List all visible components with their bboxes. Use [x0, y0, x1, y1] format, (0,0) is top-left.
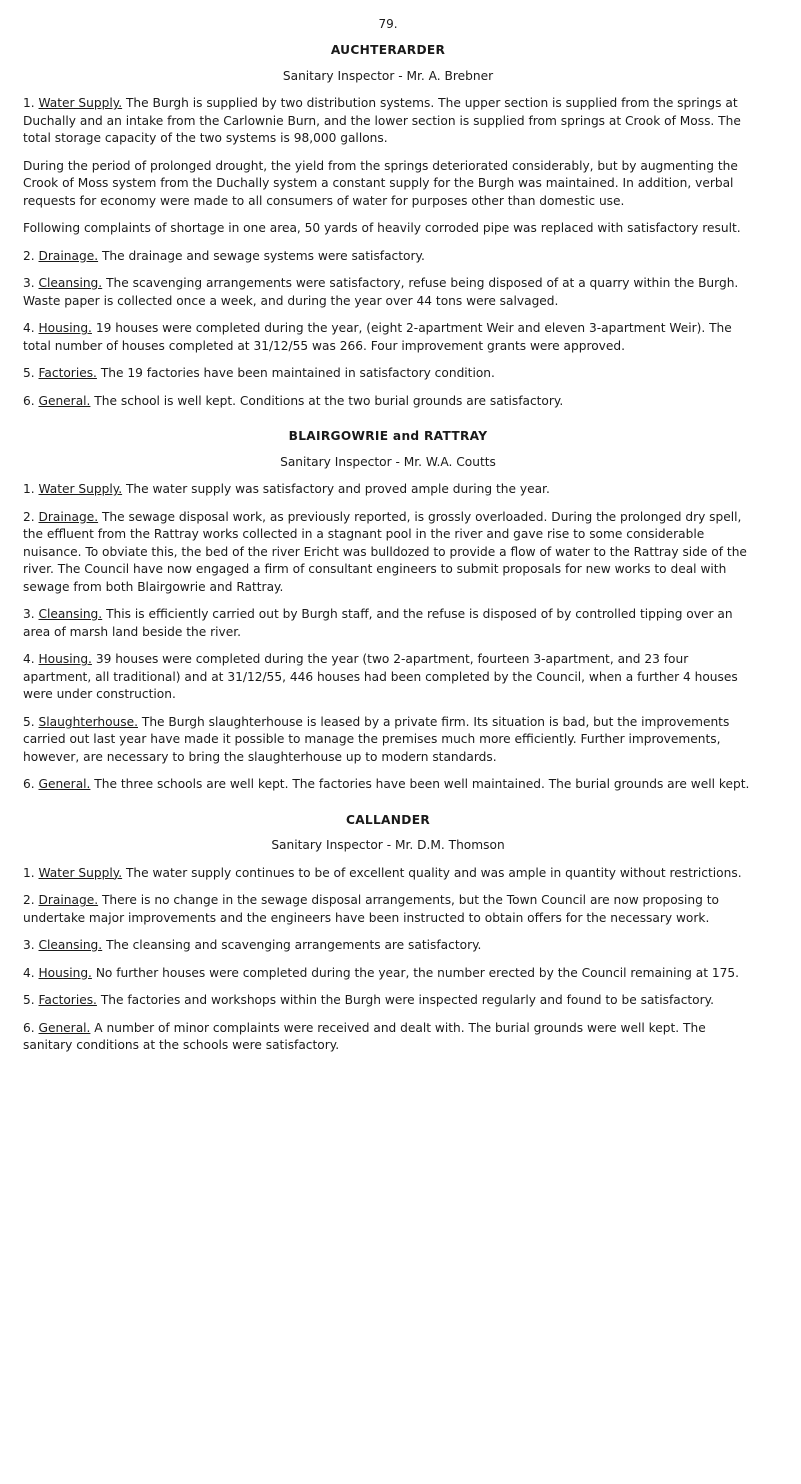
item-text: The school is well kept. Conditions at the two burial grounds are satisfactory.	[94, 393, 564, 408]
item-text: Following complaints of shortage in one area, 50 yards of heavily corroded pipe was replaced with satisfactory result.	[23, 221, 741, 235]
item-text: 19 houses were completed during the year, (eight 2-apartment Weir and eleven 3-apartment Weir). The total number of houses completed at 31/12/55 was 266. Four improvement grants were approved.	[23, 321, 732, 353]
report-paragraph	[23, 776, 753, 794]
item-text: The sewage disposal work, as previously reported, is grossly overloaded. During the prolonged dry spell, the effluent from the Rattray works collected in a stagnant pool in the river and gave rise to some considerable nuisance. To obviate this, the bed of the river Ericht was bulldozed to provide a flow of water to the Rattray side of the river. The Council have now engaged a firm of consultant engineers to submit proposals for new works to deal with sewage from both Blairgowrie and Rattray.	[23, 509, 747, 594]
report-paragraph	[23, 606, 753, 641]
item-number: 5.	[23, 714, 35, 729]
item-title: General.	[38, 777, 91, 791]
report-paragraph	[23, 509, 753, 597]
item-text: 39 houses were completed during the year (two 2-apartment, fourteen 3-apartment, and 23 four apartment, all traditional) and at 31/12/55, 446 houses had been completed by the Council, when a further 4 houses were under construction.	[23, 652, 738, 701]
report-paragraph	[23, 992, 753, 1010]
report-paragraph	[23, 865, 753, 883]
item-number: 4.	[23, 652, 35, 666]
report-paragraph	[23, 965, 753, 983]
report-paragraph	[23, 937, 753, 955]
report-paragraph	[23, 275, 753, 310]
section-heading: AUCHTERARDER	[330, 43, 446, 57]
item-number: 5.	[23, 993, 35, 1007]
item-text: The water supply continues to be of excellent quality and was ample in quantity without restrictions.	[125, 865, 742, 880]
item-title: Slaughterhouse.	[38, 714, 138, 729]
item-title: Housing.	[38, 965, 92, 980]
report-paragraph	[23, 1020, 753, 1055]
item-title: Water Supply.	[38, 96, 123, 110]
item-text: The water supply was satisfactory and proved ample during the year.	[125, 482, 550, 496]
item-title: General.	[38, 393, 91, 408]
item-number: 3.	[23, 276, 35, 290]
item-title: Drainage.	[38, 893, 99, 907]
section-heading: CALLANDER	[345, 812, 431, 827]
page-number: 79.	[378, 17, 398, 31]
item-title: Cleansing.	[38, 938, 103, 952]
report-paragraph	[23, 365, 753, 383]
item-number: 1.	[23, 482, 35, 496]
item-text: No further houses were completed during the year, the number erected by the Council remaining at 175.	[95, 965, 740, 980]
item-number: 3.	[23, 607, 35, 621]
report-paragraph	[23, 220, 753, 238]
report-paragraph	[23, 393, 753, 411]
item-title: Drainage.	[38, 248, 99, 263]
item-text: The scavenging arrangements were satisfactory, refuse being disposed of at a quarry within the Burgh. Waste paper is collected once a week, and during the year over 44 tons were salvaged.	[23, 276, 739, 308]
report-paragraph	[23, 95, 753, 148]
sanitary-inspector-line: Sanitary Inspector - Mr. D.M. Thomson	[271, 838, 505, 852]
item-number: 1.	[23, 96, 35, 110]
report-paragraph	[23, 651, 753, 704]
item-text: The Burgh slaughterhouse is leased by a private firm. Its situation is bad, but the improvements carried out last year have made it possible to manage the premises much more efficiently. Further improvements, however, are necessary to bring the slaughterhouse up to modern standards.	[23, 714, 730, 764]
item-title: Drainage.	[38, 509, 99, 524]
item-text: There is no change in the sewage disposal arrangements, but the Town Council are now proposing to undertake major improvements and the engineers have been instructed to obtain offers for the necessary work.	[23, 893, 719, 925]
item-number: 3.	[23, 938, 35, 952]
item-number: 6.	[23, 777, 35, 791]
report-paragraph	[23, 892, 753, 927]
item-number: 4.	[23, 321, 35, 335]
item-number: 5.	[23, 366, 35, 380]
item-text: The three schools are well kept. The factories have been well maintained. The burial grounds are well kept.	[94, 777, 750, 791]
item-text: During the period of prolonged drought, the yield from the springs deteriorated considerably, but by augmenting the Crook of Moss system from the Duchally system a constant supply for the Burgh was maintained. In addition, verbal requests for economy were made to all consumers of water for purposes other than domestic use.	[23, 158, 738, 208]
report-section	[23, 42, 753, 410]
item-title: Factories.	[38, 993, 97, 1007]
item-text: The factories and workshops within the Burgh were inspected regularly and found to be satisfactory.	[100, 993, 714, 1007]
item-text: A number of minor complaints were received and dealt with. The burial grounds were well kept. The sanitary conditions at the schools were satisfactory.	[23, 1020, 706, 1052]
item-number: 1.	[23, 865, 35, 880]
section-heading: BLAIRGOWRIE and RATTRAY	[288, 429, 488, 443]
report-section	[23, 812, 753, 1055]
item-title: Factories.	[38, 366, 97, 380]
report-paragraph	[23, 158, 753, 211]
item-title: Water Supply.	[38, 482, 123, 496]
item-number: 6.	[23, 393, 35, 408]
item-number: 2.	[23, 509, 35, 524]
sanitary-inspector-line: Sanitary Inspector - Mr. A. Brebner	[282, 68, 494, 83]
item-title: General.	[38, 1020, 91, 1035]
report-paragraph	[23, 320, 753, 355]
report-paragraph	[23, 248, 753, 266]
item-title: Cleansing.	[38, 607, 103, 621]
item-text: The cleansing and scavenging arrangements are satisfactory.	[106, 938, 482, 952]
item-text: The 19 factories have been maintained in satisfactory condition.	[100, 366, 495, 380]
report-paragraph	[23, 714, 753, 767]
item-number: 2.	[23, 248, 35, 263]
report-section	[23, 428, 753, 794]
item-number: 6.	[23, 1020, 35, 1035]
item-title: Housing.	[38, 321, 92, 335]
item-text: This is efficiently carried out by Burgh staff, and the refuse is disposed of by controlled tipping over an area of marsh land beside the river.	[23, 607, 733, 639]
report-sections	[23, 42, 753, 1055]
sanitary-inspector-line: Sanitary Inspector - Mr. W.A. Coutts	[280, 454, 496, 469]
item-text: The drainage and sewage systems were satisfactory.	[101, 248, 425, 263]
item-title: Cleansing.	[38, 276, 103, 290]
item-text: The Burgh is supplied by two distribution systems. The upper section is supplied from the springs at Duchally and an intake from the Carlownie Burn, and the lower section is supplied from springs at Crook of Moss. The total storage capacity of the two systems is 98,000 gallons.	[23, 96, 741, 145]
item-number: 2.	[23, 893, 35, 907]
item-number: 4.	[23, 965, 35, 980]
report-paragraph	[23, 481, 753, 499]
item-title: Housing.	[38, 652, 92, 666]
item-title: Water Supply.	[38, 865, 123, 880]
